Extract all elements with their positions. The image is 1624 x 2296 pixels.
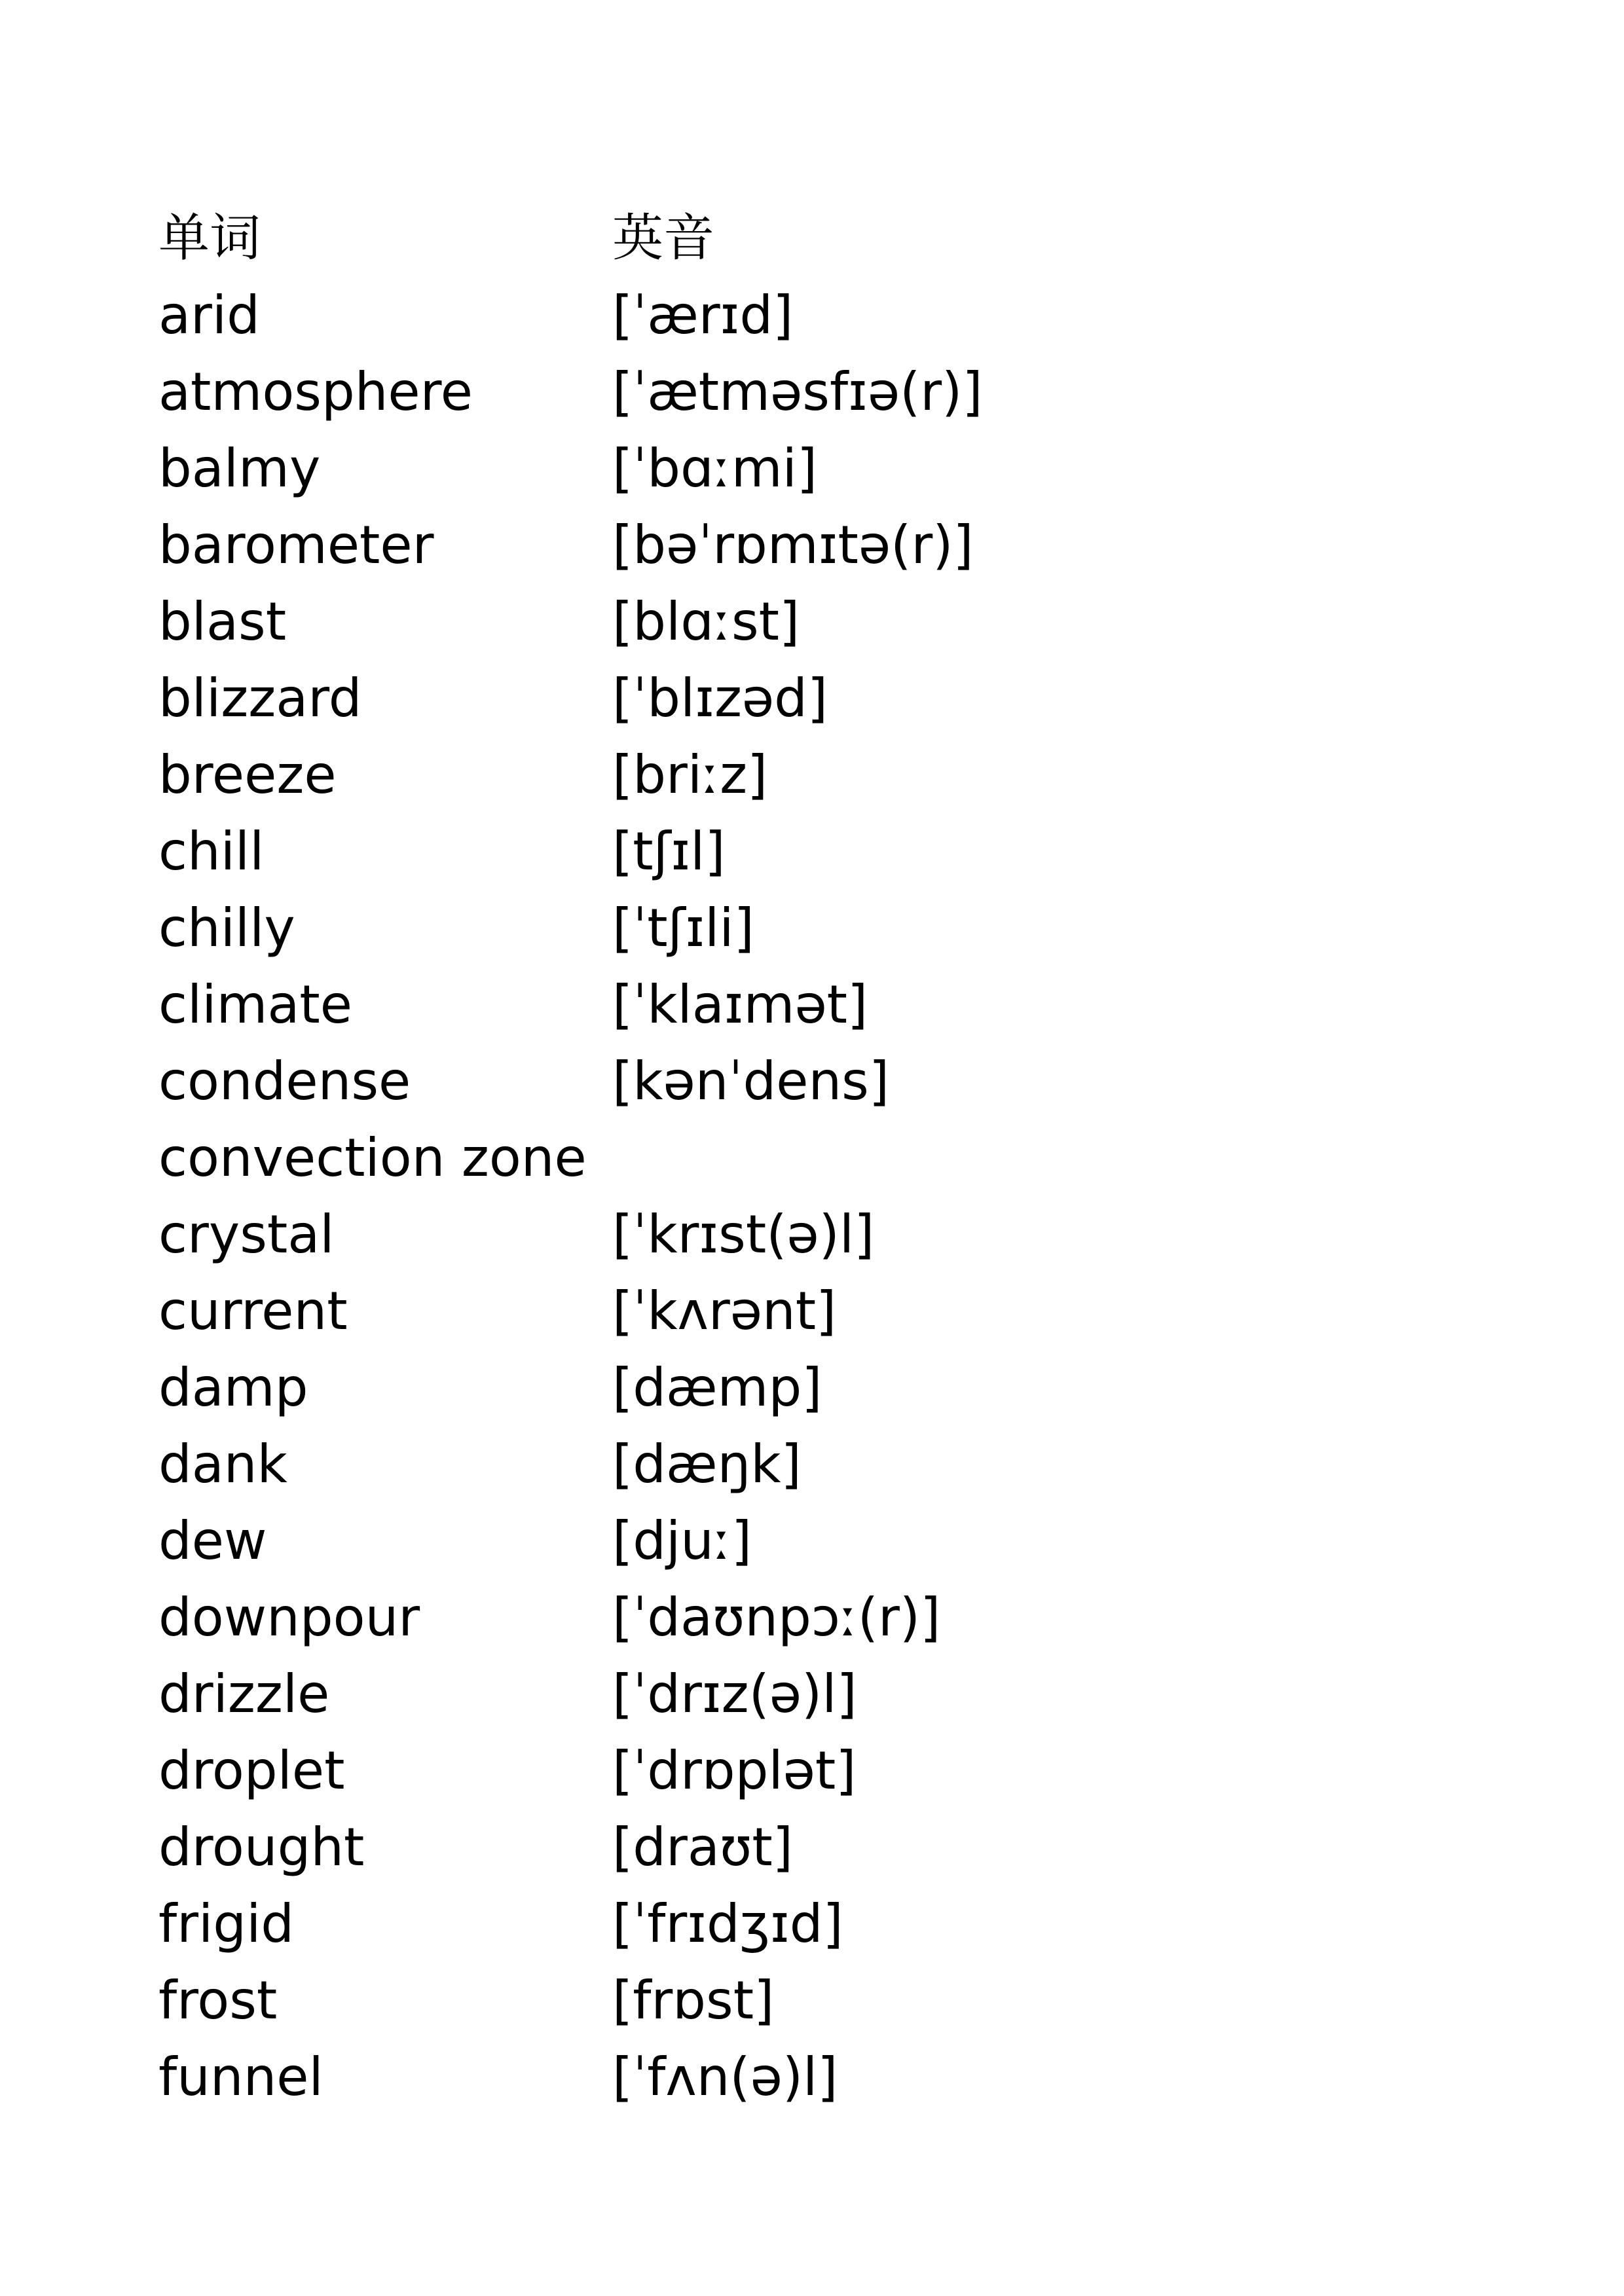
header-word: 单词 bbox=[158, 209, 261, 268]
table-row bbox=[158, 1273, 1206, 1349]
table-row bbox=[158, 2039, 1206, 2115]
table-row bbox=[158, 1196, 1206, 1273]
header-pronunciation: 英音 bbox=[612, 209, 715, 268]
pronunciation-cell: [ˈblɪzəd] bbox=[612, 668, 828, 729]
table-row bbox=[158, 583, 1206, 660]
pronunciation-cell: [ˈdaʊnpɔː(r)] bbox=[612, 1587, 941, 1648]
table-row bbox=[158, 354, 1206, 430]
table-row bbox=[158, 1579, 1206, 1656]
word-cell: convection zone bbox=[158, 1127, 587, 1188]
table-row bbox=[158, 890, 1206, 966]
pronunciation-cell: [ˈfrɪdʒɪd] bbox=[612, 1893, 843, 1954]
table-row bbox=[158, 1349, 1206, 1426]
table-row bbox=[158, 1809, 1206, 1886]
pronunciation-cell: [briːz] bbox=[612, 744, 768, 805]
table-row bbox=[158, 1120, 1206, 1196]
word-cell: blast bbox=[158, 591, 287, 652]
table-row bbox=[158, 1656, 1206, 1732]
pronunciation-cell: [bəˈrɒmɪtə(r)] bbox=[612, 515, 974, 575]
pronunciation-cell: [ˈdrɒplət] bbox=[612, 1740, 857, 1801]
word-cell: dank bbox=[158, 1434, 287, 1495]
table-row bbox=[158, 1043, 1206, 1120]
table-row bbox=[158, 430, 1206, 507]
pronunciation-cell: [ˈkʌrənt] bbox=[612, 1281, 837, 1341]
word-cell: current bbox=[158, 1281, 348, 1341]
word-cell: drizzle bbox=[158, 1664, 330, 1724]
pronunciation-cell: [ˈbɑːmi] bbox=[612, 438, 818, 499]
table-row bbox=[158, 966, 1206, 1043]
pronunciation-cell: [ˈklaɪmət] bbox=[612, 974, 868, 1035]
table-row bbox=[158, 1503, 1206, 1579]
word-cell: frost bbox=[158, 1970, 278, 2031]
word-cell: downpour bbox=[158, 1587, 420, 1648]
word-cell: crystal bbox=[158, 1204, 335, 1265]
pronunciation-cell: [blɑːst] bbox=[612, 591, 800, 652]
word-cell: barometer bbox=[158, 515, 434, 575]
pronunciation-cell: [ˈtʃɪli] bbox=[612, 898, 754, 958]
word-cell: chill bbox=[158, 821, 265, 882]
pronunciation-cell: [ˈærɪd] bbox=[612, 285, 794, 346]
pronunciation-cell: [dæmp] bbox=[612, 1357, 822, 1418]
table-row bbox=[158, 737, 1206, 813]
table-row bbox=[158, 277, 1206, 354]
pronunciation-cell: [ˈdrɪz(ə)l] bbox=[612, 1664, 857, 1724]
pronunciation-cell: [ˈætməsfɪə(r)] bbox=[612, 361, 983, 422]
word-cell: atmosphere bbox=[158, 361, 473, 422]
word-cell: arid bbox=[158, 285, 260, 346]
word-cell: dew bbox=[158, 1510, 267, 1571]
table-row bbox=[158, 813, 1206, 890]
word-cell: blizzard bbox=[158, 668, 362, 729]
table-row bbox=[158, 1962, 1206, 2039]
table-row bbox=[158, 1886, 1206, 1962]
pronunciation-cell: [draʊt] bbox=[612, 1817, 793, 1878]
word-cell: frigid bbox=[158, 1893, 295, 1954]
table-row bbox=[158, 660, 1206, 737]
table-row bbox=[158, 1426, 1206, 1503]
table-row bbox=[158, 507, 1206, 583]
word-cell: drought bbox=[158, 1817, 365, 1878]
table-header-row bbox=[158, 200, 1206, 277]
word-cell: condense bbox=[158, 1051, 411, 1112]
pronunciation-cell: [frɒst] bbox=[612, 1970, 775, 2031]
table-row bbox=[158, 1732, 1206, 1809]
word-cell: funnel bbox=[158, 2047, 323, 2107]
pronunciation-cell: [tʃɪl] bbox=[612, 821, 726, 882]
word-cell: chilly bbox=[158, 898, 295, 958]
word-cell: balmy bbox=[158, 438, 321, 499]
pronunciation-cell: [kənˈdens] bbox=[612, 1051, 890, 1112]
word-cell: climate bbox=[158, 974, 352, 1035]
word-cell: breeze bbox=[158, 744, 337, 805]
word-cell: damp bbox=[158, 1357, 308, 1418]
pronunciation-cell: [ˈfʌn(ə)l] bbox=[612, 2047, 838, 2107]
word-cell: droplet bbox=[158, 1740, 345, 1801]
vocabulary-table bbox=[158, 200, 1206, 2115]
pronunciation-cell: [djuː] bbox=[612, 1510, 752, 1571]
pronunciation-cell: [dæŋk] bbox=[612, 1434, 802, 1495]
pronunciation-cell: [ˈkrɪst(ə)l] bbox=[612, 1204, 875, 1265]
